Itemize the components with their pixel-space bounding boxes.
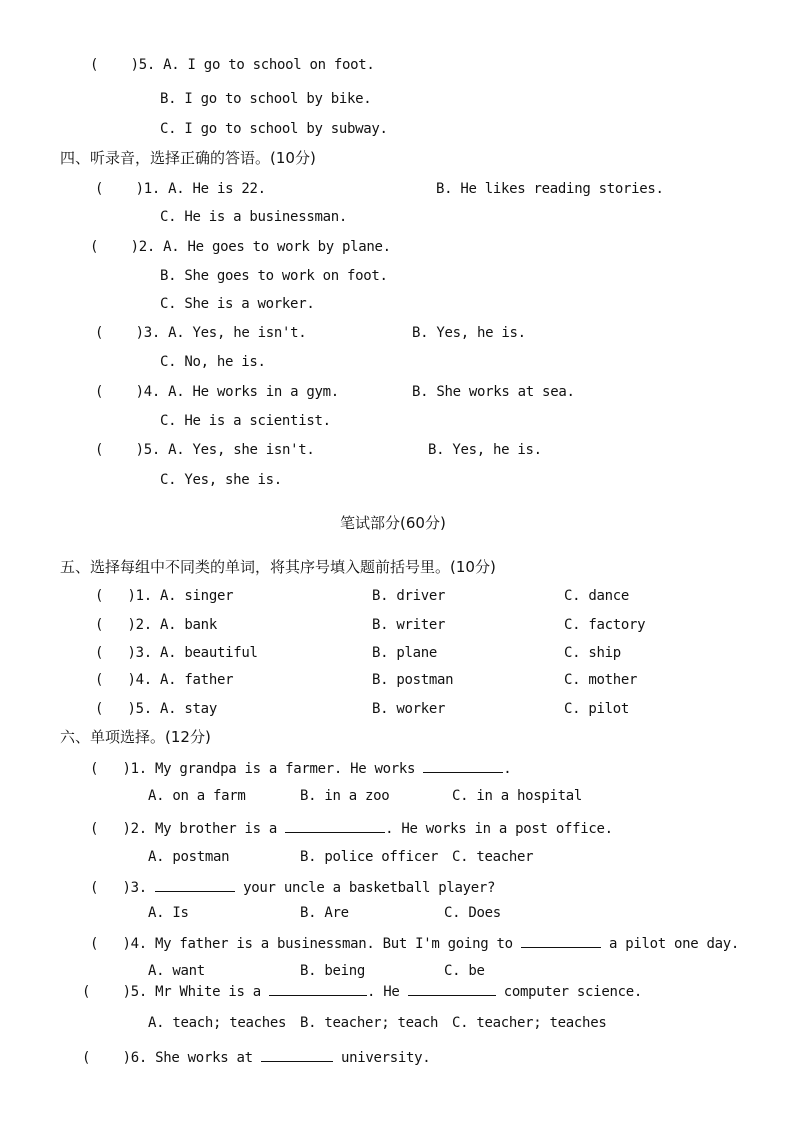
q6-4-row — [90, 934, 739, 953]
option-b: B. I go to school by bike. — [160, 91, 372, 107]
question-text-end: . He works in a post office. — [385, 821, 613, 837]
q5-5-row — [95, 700, 217, 718]
option-c: C. No, he is. — [160, 354, 266, 370]
q6-6-row — [82, 1048, 430, 1067]
option-c: C. pilot — [564, 701, 630, 717]
option-b: B. Yes, he is. — [428, 442, 542, 458]
answer-bracket[interactable]: ( ) — [82, 984, 131, 1000]
q4-5-row — [95, 441, 315, 459]
option-c: C. ship — [564, 645, 621, 661]
q5-4-row — [95, 671, 233, 689]
fill-blank[interactable] — [521, 934, 601, 948]
option-b: B. writer — [372, 617, 446, 633]
option-c: C. He is a businessman. — [160, 209, 347, 225]
option-c: C. dance — [564, 588, 630, 604]
question-text-end: university. — [332, 1050, 431, 1066]
answer-bracket[interactable]: ( ) — [90, 821, 131, 837]
answer-bracket[interactable]: ( ) — [90, 57, 139, 73]
option-b: B. worker — [372, 701, 446, 717]
option-a: 4. A. father — [135, 672, 234, 688]
fill-blank[interactable] — [285, 819, 385, 833]
question-text-end: your uncle a basketball player? — [235, 880, 496, 896]
question-text: 1. My grandpa is a farmer. He works — [130, 761, 424, 777]
option-b: B. teacher; teach — [300, 1015, 439, 1031]
answer-bracket[interactable]: ( ) — [95, 181, 144, 197]
option-b: B. police officer — [300, 849, 439, 865]
question-text: 5. Mr White is a — [130, 984, 269, 1000]
fill-blank[interactable] — [261, 1048, 333, 1062]
q6-2-row — [90, 819, 613, 838]
answer-bracket[interactable]: ( ) — [95, 701, 136, 717]
option-c: C. teacher; teaches — [452, 1015, 607, 1031]
question-text-end: computer science. — [495, 984, 642, 1000]
option-c: C. in a hospital — [452, 788, 583, 804]
option-b: B. plane — [372, 645, 438, 661]
option-b: B. in a zoo — [300, 788, 390, 804]
section6-heading: 六、单项选择。(12分) — [60, 728, 211, 746]
q4-3-row — [95, 324, 306, 342]
option-a: 5. A. I go to school on foot. — [138, 57, 375, 73]
q6-3-row — [90, 878, 495, 897]
written-part-title: 笔试部分(60分) — [340, 514, 446, 532]
question-text-mid: . He — [366, 984, 408, 1000]
section4-heading: 四、听录音，选择正确的答语。(10分) — [60, 149, 316, 167]
option-a: 3. A. Yes, he isn't. — [143, 325, 307, 341]
q6-1-row — [90, 759, 511, 778]
option-c: C. teacher — [452, 849, 534, 865]
q3-5-row — [90, 56, 375, 74]
q4-1-row — [95, 180, 266, 198]
option-a: 3. A. beautiful — [135, 645, 258, 661]
answer-bracket[interactable]: ( ) — [95, 645, 136, 661]
option-a: A. postman — [148, 849, 230, 865]
fill-blank[interactable] — [423, 759, 503, 773]
option-c: C. be — [444, 963, 485, 979]
option-c: C. I go to school by subway. — [160, 121, 388, 137]
option-c: C. He is a scientist. — [160, 413, 331, 429]
answer-bracket[interactable]: ( ) — [95, 384, 144, 400]
q5-3-row — [95, 644, 258, 662]
fill-blank[interactable] — [269, 982, 367, 996]
answer-bracket[interactable]: ( ) — [95, 617, 136, 633]
option-b: B. being — [300, 963, 366, 979]
question-text: 6. She works at — [130, 1050, 261, 1066]
question-text: 2. My brother is a — [130, 821, 286, 837]
question-text: 4. My father is a businessman. But I'm going to — [130, 936, 521, 952]
question-text-end: . — [503, 761, 512, 777]
option-b: B. driver — [372, 588, 446, 604]
option-a: A. Is — [148, 905, 189, 921]
fill-blank[interactable] — [408, 982, 496, 996]
option-b: B. She goes to work on foot. — [160, 268, 388, 284]
option-a: 5. A. stay — [135, 701, 217, 717]
option-a: 2. A. He goes to work by plane. — [138, 239, 391, 255]
answer-bracket[interactable]: ( ) — [95, 672, 136, 688]
answer-bracket[interactable]: ( ) — [90, 239, 139, 255]
option-a: A. teach; teaches — [148, 1015, 287, 1031]
answer-bracket[interactable]: ( ) — [95, 442, 144, 458]
answer-bracket[interactable]: ( ) — [90, 761, 131, 777]
question-text-end: a pilot one day. — [600, 936, 740, 952]
option-b: B. He likes reading stories. — [436, 181, 664, 197]
option-b: B. She works at sea. — [412, 384, 575, 400]
q5-2-row — [95, 616, 217, 634]
option-a: A. want — [148, 963, 205, 979]
q4-2-row — [90, 238, 391, 256]
section5-heading: 五、选择每组中不同类的单词，将其序号填入题前括号里。(10分) — [60, 558, 496, 576]
option-c: C. factory — [564, 617, 646, 633]
q6-5-row — [82, 982, 642, 1001]
answer-bracket[interactable]: ( ) — [95, 325, 144, 341]
option-c: C. Does — [444, 905, 501, 921]
option-a: 1. A. singer — [135, 588, 234, 604]
option-b: B. postman — [372, 672, 454, 688]
answer-bracket[interactable]: ( ) — [95, 588, 136, 604]
option-b: B. Are — [300, 905, 349, 921]
option-a: 2. A. bank — [135, 617, 217, 633]
answer-bracket[interactable]: ( ) — [90, 880, 131, 896]
option-a: A. on a farm — [148, 788, 246, 804]
q4-4-row — [95, 383, 339, 401]
option-a: 4. A. He works in a gym. — [143, 384, 339, 400]
option-a: 5. A. Yes, she isn't. — [143, 442, 315, 458]
answer-bracket[interactable]: ( ) — [82, 1050, 131, 1066]
option-c: C. mother — [564, 672, 638, 688]
option-a: 1. A. He is 22. — [143, 181, 266, 197]
answer-bracket[interactable]: ( ) — [90, 936, 131, 952]
question-text: 3. — [130, 880, 156, 896]
option-c: C. She is a worker. — [160, 296, 315, 312]
fill-blank[interactable] — [155, 878, 235, 892]
option-c: C. Yes, she is. — [160, 472, 282, 488]
q5-1-row — [95, 587, 233, 605]
option-b: B. Yes, he is. — [412, 325, 526, 341]
